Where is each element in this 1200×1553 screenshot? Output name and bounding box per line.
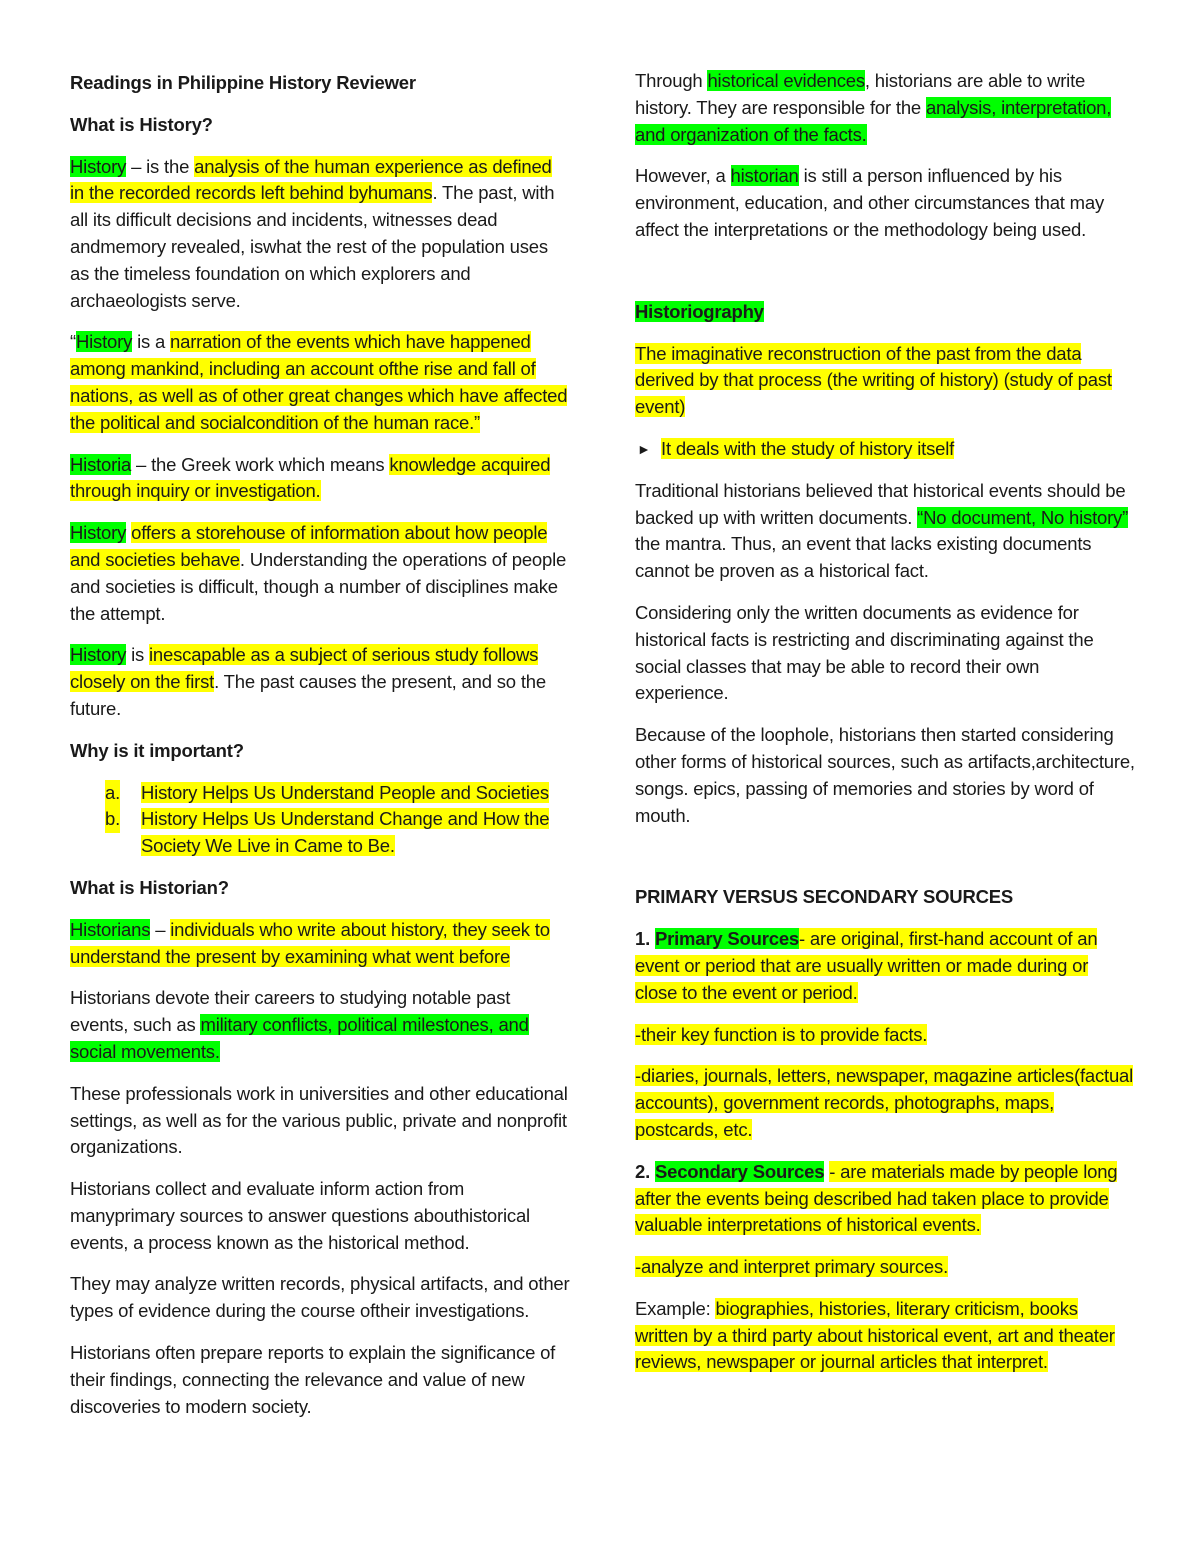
primary-sources-paragraph: 1. Primary Sources- are original, first-hand account of an event or period that are usually written or made during or close to the event or period.: [635, 928, 1098, 1003]
paragraph: Because of the loophole, historians then started considering other forms of historical sources, such as artifacts,architecture, songs. epics, passing of memories and stories by word of mouth.: [635, 724, 1135, 826]
paragraph: They may analyze written records, physical artifacts, and other types of evidence during the course oftheir investigations.: [70, 1273, 570, 1322]
secondary-sources-paragraph: 2. Secondary Sources - are materials made by people long after the events being described had taken place to provide valuable interpretations of historical events.: [635, 1160, 1118, 1236]
term-highlight: Historia: [70, 453, 132, 475]
bullet-item: ► It deals with the study of history itself: [635, 436, 1135, 463]
key-phrase-highlight: biographies, histories, literary criticism, books written by a third party about historical event, art and theater reviews, newspaper or journal articles that interpret.: [635, 1297, 1115, 1373]
what-is-historian-heading: What is Historian?: [70, 876, 229, 898]
list-item: b. History Helps Us Understand Change and How the Society We Live in Came to Be.: [105, 808, 550, 857]
term-highlight: History: [70, 155, 127, 177]
sources-heading: PRIMARY VERSUS SECONDARY SOURCES: [635, 886, 1014, 908]
historiography-definition: The imaginative reconstruction of the past from the data derived by that process (the writing of history) (study of past event): [635, 342, 1112, 418]
term-highlight: Historians: [70, 918, 151, 940]
key-phrase-highlight: “No document, No history”: [917, 506, 1129, 528]
key-phrase-highlight: inescapable as a subject of serious study follows closely on the first: [70, 644, 539, 693]
left-column: [70, 68, 570, 1435]
key-phrase-highlight: knowledge acquired through inquiry or investigation.: [70, 453, 551, 502]
paragraph: Historians collect and evaluate inform action from manyprimary sources to answer questions abouthistorical events, a process known as the historical method.: [70, 1178, 530, 1253]
term-highlight: History: [75, 331, 133, 353]
term-highlight: Primary Sources: [654, 928, 800, 950]
historians-careers-paragraph: Historians devote their careers to studying notable past events, such as military conflicts, political milestones, and social movements.: [70, 987, 529, 1062]
list-item: a. History Helps Us Understand People and Societies: [70, 780, 570, 807]
historia-paragraph: Historia – the Greek work which means knowledge acquired through inquiry or investigation.: [70, 453, 551, 502]
paragraph: Considering only the written documents as evidence for historical facts is restricting and discriminating against the social classes that may be able to record their own experience.: [635, 601, 1094, 704]
paragraph: -analyze and interpret primary sources.: [635, 1256, 949, 1278]
list-marker: b.: [105, 806, 120, 833]
history-definition-paragraph: History – is the analysis of the human experience as defined in the recorded records left behind byhumans. The past, with all its difficult decisions and incidents, witnesses dead andmemory revealed, iswhat the rest of the population uses as the timeless foundation on which explorers and archaeologists serve.: [70, 155, 555, 311]
triangle-bullet-icon: ►: [637, 440, 651, 457]
term-highlight: Secondary Sources: [654, 1160, 825, 1182]
example-paragraph: Example: biographies, histories, literary criticism, books written by a third party about historical event, art and theater reviews, newspaper or journal articles that interpret.: [635, 1297, 1115, 1373]
key-phrase-highlight: offers a storehouse of information about how people and societies behave: [70, 522, 548, 570]
key-phrase-highlight: - are materials made by people long after the events being described had taken place to provide valuable interpretations of historical events.: [635, 1160, 1118, 1236]
term-highlight: History: [70, 522, 127, 544]
key-phrase-highlight: narration of the events which have happened among mankind, including an account ofthe rise and fall of nations, as well as of other great changes which have affected the political and socialcondition of the human race.”: [70, 331, 568, 433]
key-phrase-highlight: military conflicts, political milestones, and social movements.: [70, 1014, 529, 1062]
historians-definition-paragraph: Historians – individuals who write about history, they seek to understand the present by examining what went before: [70, 918, 550, 967]
document-title: Readings in Philippine History Reviewer: [70, 72, 416, 93]
traditional-historians-paragraph: Traditional historians believed that historical events should be backed up with written documents. “No document, No history” the mantra. Thus, an event that lacks existing documents cannot be proven as a historical fact.: [635, 479, 1129, 582]
key-phrase-highlight: historical evidences: [707, 70, 865, 91]
paragraph: These professionals work in universities and other educational settings, as well as for the various public, private and nonprofit organizations.: [70, 1082, 568, 1158]
term-highlight: historian: [730, 165, 799, 187]
paragraph: Historians often prepare reports to explain the significance of their findings, connecting the relevance and value of new discoveries to modern society.: [70, 1342, 556, 1417]
key-phrase-highlight: analysis, interpretation, and organization of the facts.: [635, 96, 1112, 145]
paragraph: -their key function is to provide facts.: [635, 1023, 928, 1045]
term-highlight: History: [70, 644, 127, 666]
historiography-heading: Historiography: [635, 300, 764, 322]
historian-influence-paragraph: However, a historian is still a person influenced by his environment, education, and other circumstances that may affect the interpretations or the methodology being used.: [635, 165, 1105, 240]
importance-list: [70, 780, 570, 860]
right-column: [635, 68, 1135, 1391]
key-phrase-highlight: individuals who write about history, they seek to understand the present by examining what went before: [70, 918, 550, 967]
what-is-history-heading: What is History?: [70, 113, 213, 135]
key-phrase-highlight: - are original, first-hand account of an event or period that are usually written or made during or close to the event or period.: [635, 928, 1098, 1003]
spacer: [635, 259, 1135, 299]
why-important-heading: Why is it important?: [70, 739, 244, 761]
spacer: [635, 844, 1135, 884]
paragraph: -diaries, journals, letters, newspaper, magazine articles(factual accounts), government records, photographs, maps, postcards, etc.: [635, 1065, 1134, 1140]
key-phrase-highlight: analysis of the human experience as defined in the recorded records left behind byhumans: [70, 155, 552, 204]
list-marker: a.: [105, 780, 120, 807]
history-inescapable-paragraph: History is inescapable as a subject of serious study follows closely on the first. The past causes the present, and so the future.: [70, 644, 546, 719]
historical-evidences-paragraph: Through historical evidences, historians are able to write history. They are responsible for the analysis, interpretation, and organization of the facts.: [635, 70, 1112, 145]
history-storehouse-paragraph: History offers a storehouse of information about how people and societies behave. Understanding the operations of people and societies is difficult, though a number of disciplines make the attempt.: [70, 522, 567, 624]
history-quote-paragraph: “History is a narration of the events which have happened among mankind, including an account ofthe rise and fall of nations, as well as of other great changes which have affected the political and socialcondition of the human race.”: [70, 331, 568, 433]
